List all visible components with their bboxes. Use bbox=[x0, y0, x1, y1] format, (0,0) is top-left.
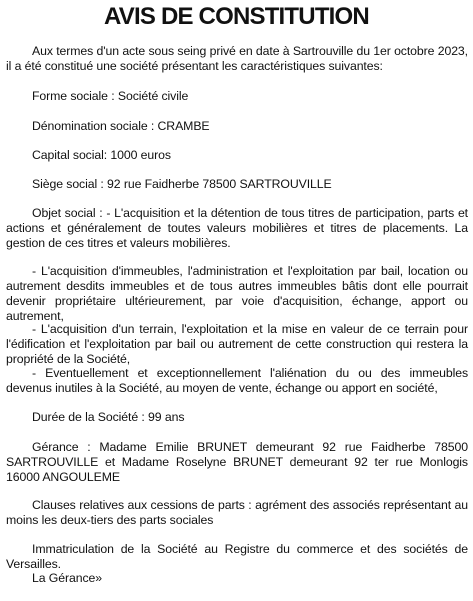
signature-line: La Gérance» bbox=[32, 571, 102, 585]
intro-paragraph: Aux termes d'un acte sous seing privé en date à Sartrouville du 1er octobre 2023, il a été constitué une société présentant les caractéristiques suivantes: bbox=[6, 44, 468, 73]
company-name-line: Dénomination sociale : CRAMBE bbox=[32, 119, 210, 133]
purpose-real-estate-paragraph: - L'acquisition d'immeubles, l'administration et l'exploitation par bail, location ou autrement desdits immeubles et de tous autres immeubles bâtis dont elle pourrait devenir propriétaire ultérieurement, par voie d'acquisition, échange, apport ou autrement, bbox=[6, 264, 468, 323]
share-capital-line: Capital social: 1000 euros bbox=[32, 148, 171, 162]
head-office-line: Siège social : 92 rue Faidherbe 78500 SARTROUVILLE bbox=[32, 177, 332, 191]
registration-line: Immatriculation de la Société au Registre du commerce et des sociétés de Versailles. bbox=[6, 542, 468, 571]
share-transfer-clause: Clauses relatives aux cessions de parts : agrément des associés représentant au moins les deux-tiers des parts sociales bbox=[6, 498, 468, 527]
purpose-disposal-paragraph: - Eventuellement et exceptionnellement l'aliénation du ou des immeubles devenus inutiles à la Société, au moyen de vente, échange ou apport en société, bbox=[6, 366, 468, 395]
duration-line: Durée de la Société : 99 ans bbox=[32, 410, 185, 424]
notice-title: AVIS DE CONSTITUTION bbox=[104, 3, 369, 30]
purpose-paragraph: Objet social : - L'acquisition et la détention de tous titres de participation, parts et actions et généralement de toutes valeurs mobilières et titres de placements. La gestion de ces titres et valeurs mobilières. bbox=[6, 206, 468, 250]
purpose-land-paragraph: - L'acquisition d'un terrain, l'exploitation et la mise en valeur de ce terrain pour l'édification et l'exploitation par bail ou autrement de cette construction qui restera la propriété de la Société, bbox=[6, 322, 468, 366]
legal-form-line: Forme sociale : Société civile bbox=[32, 89, 189, 103]
management-paragraph: Gérance : Madame Emilie BRUNET demeurant 92 rue Faidherbe 78500 SARTROUVILLE et Madame Roselyne BRUNET demeurant 92 ter rue Monlogis 16000 ANGOULEME bbox=[6, 440, 468, 484]
